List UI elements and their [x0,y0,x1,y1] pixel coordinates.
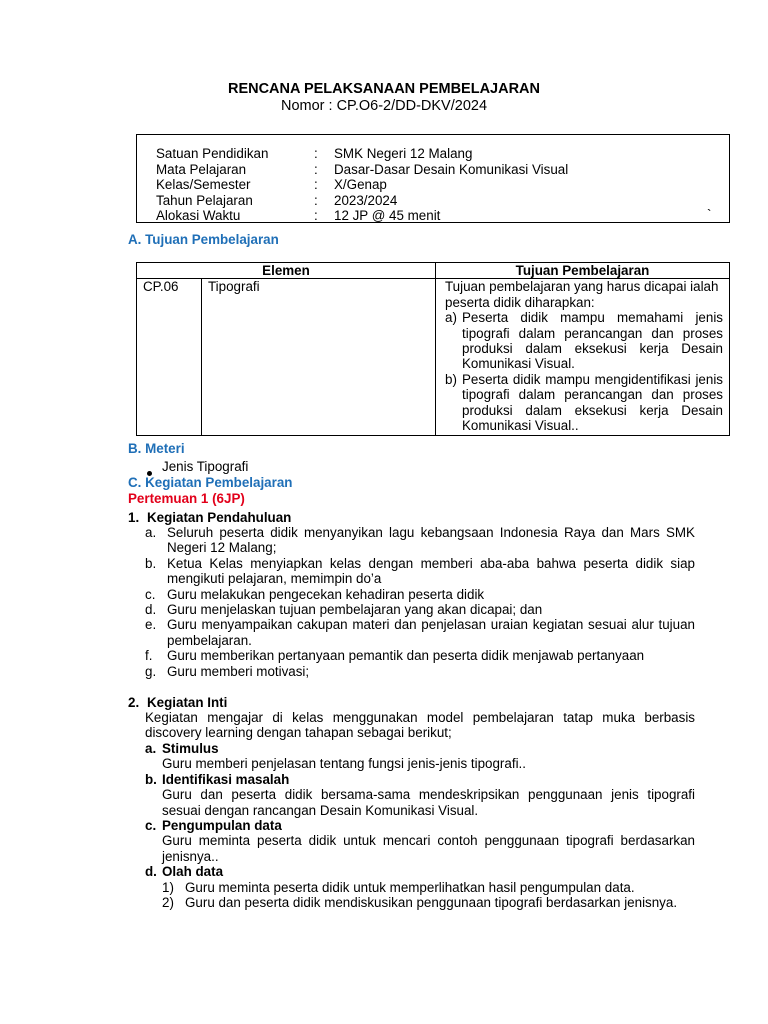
objective-item [445,372,723,434]
identity-label: Mata Pelajaran [156,161,247,177]
step-text: Guru memberi penjelasan tentang fungsi jenis-jenis tipografi.. [162,756,526,772]
objective-marker: b) [445,371,457,387]
core-activity-heading: Kegiatan Inti [147,695,228,710]
list-text: Guru menyampaikan cakupan materi dan penjelasan uraian kegiatan sesuai alur tujuan pembelajaran. [167,617,695,648]
step-item [145,772,695,818]
table-cell-element: Tipografi [202,279,436,436]
identity-label: Alokasi Waktu [156,208,241,223]
section-c-heading: C. Kegiatan Pembelajaran [128,475,293,490]
meeting-heading: Pertemuan 1 (6JP) [128,491,245,506]
list-item [145,617,695,648]
step-marker: b. [145,771,157,787]
identity-separator: : [314,146,318,161]
section-b-heading: B. Meteri [128,441,185,456]
identity-value: SMK Negeri 12 Malang [334,146,473,161]
document-title: RENCANA PELAKSANAAN PEMBELAJARAN [227,81,541,97]
material-item: Jenis Tipografi [162,459,249,474]
objective-text: Peserta didik mampu mengidentifikasi jenis tipografi dalam perancangan dan proses produksi dalam eksekusi kerja Desain Komunikasi Visual.. [462,371,723,434]
table-cell-code: CP.06 [137,279,202,436]
list-marker: a. [145,525,157,540]
list-marker: d. [145,602,157,618]
substep-item [162,895,695,910]
list-marker: f. [145,648,153,664]
intro-activity-heading: Kegiatan Pendahuluan [147,510,292,525]
list-item [145,556,695,587]
identity-value: Dasar-Dasar Desain Komunikasi Visual [334,161,569,177]
core-activity-steps [145,741,695,910]
step-title: Olah data [162,864,224,880]
identity-separator: : [314,161,318,177]
intro-activity-number: 1. [128,510,140,525]
step-text: Guru meminta peserta didik untuk mencari contoh penggunaan tipografi berdasarkan jenisnya.. [162,833,695,864]
intro-activity-list [145,525,695,679]
core-activity-number: 2. [128,695,140,710]
step-marker: a. [145,741,157,756]
list-text: Guru melakukan pengecekan kehadiran peserta didik [167,586,485,602]
table-header-row [137,263,730,279]
table-header-objective: Tujuan Pembelajaran [436,263,730,279]
list-text: Seluruh peserta didik menyanyikan lagu kebangsaan Indonesia Raya dan Mars SMK Negeri 12 Malang; [167,525,695,556]
step-title: Stimulus [162,741,219,756]
list-marker: c. [145,586,156,602]
identity-value: X/Genap [334,177,387,192]
substep-marker: 1) [162,879,174,895]
list-item [145,664,695,679]
step-item [145,864,695,910]
identity-value: 2023/2024 [334,192,398,208]
objective-intro: Tujuan pembelajaran yang harus dicapai ialah peserta didik diharapkan: [445,279,719,310]
list-text: Guru memberikan pertanyaan pemantik dan peserta didik menjawab pertanyaan [167,648,645,664]
list-item [145,602,695,617]
substep-marker: 2) [162,895,174,911]
list-marker: g. [145,663,157,679]
learning-objectives-table [136,262,730,436]
substep-item [162,880,695,895]
list-text: Ketua Kelas menyiapkan kelas dengan memberi aba-aba bahwa peserta didik siap mengikuti pelajaran, memimpin do’a [167,555,695,587]
identity-value: 12 JP @ 45 menit [334,208,441,223]
list-text: Guru menjelaskan tujuan pembelajaran yang akan dicapai; dan [167,602,543,618]
table-header-element: Elemen [137,263,436,279]
step-item [145,741,695,772]
objective-text: Peserta didik mampu memahami jenis tipografi dalam perancangan dan proses produksi dalam eksekusi kerja Desain Komunikasi Visual. [462,310,723,372]
identity-label: Kelas/Semester [156,177,251,192]
list-marker: b. [145,555,157,571]
identity-separator: : [314,192,318,208]
document-number: Nomor : CP.O6-2/DD-DKV/2024 [280,98,488,114]
list-item [145,648,695,663]
section-a-heading: A. Tujuan Pembelajaran [128,232,279,247]
identity-separator: : [314,208,318,223]
objective-item [445,310,723,372]
objective-marker: a) [445,310,457,326]
core-activity-paragraph: Kegiatan mengajar di kelas menggunakan model pembelajaran tatap muka berbasis discovery learning dengan tahapan sebagai berikut; [145,710,695,741]
stray-tick-mark: ` [707,207,712,222]
substep-text: Guru dan peserta didik mendiskusikan penggunaan tipografi berdasarkan jenisnya. [185,895,678,911]
step-item [145,818,695,864]
substep-text: Guru meminta peserta didik untuk memperlihatkan hasil pengumpulan data. [185,879,635,895]
step-marker: c. [145,818,157,834]
step-title: Pengumpulan data [162,818,282,834]
step-text: Guru dan peserta didik bersama-sama mendeskripsikan penggunaan jenis tipografi sesuai dengan rancangan Desain Komunikasi Visual. [162,787,695,818]
identity-separator: : [314,177,318,192]
list-text: Guru memberi motivasi; [167,663,310,679]
table-cell-objective [436,279,730,436]
identity-label: Tahun Pelajaran [156,192,253,208]
list-marker: e. [145,617,157,633]
step-marker: d. [145,864,157,880]
list-item [145,525,695,556]
table-row [137,279,730,436]
list-item [145,587,695,602]
identity-box [136,134,730,223]
step-title: Identifikasi masalah [162,771,290,787]
identity-label: Satuan Pendidikan [156,146,269,161]
